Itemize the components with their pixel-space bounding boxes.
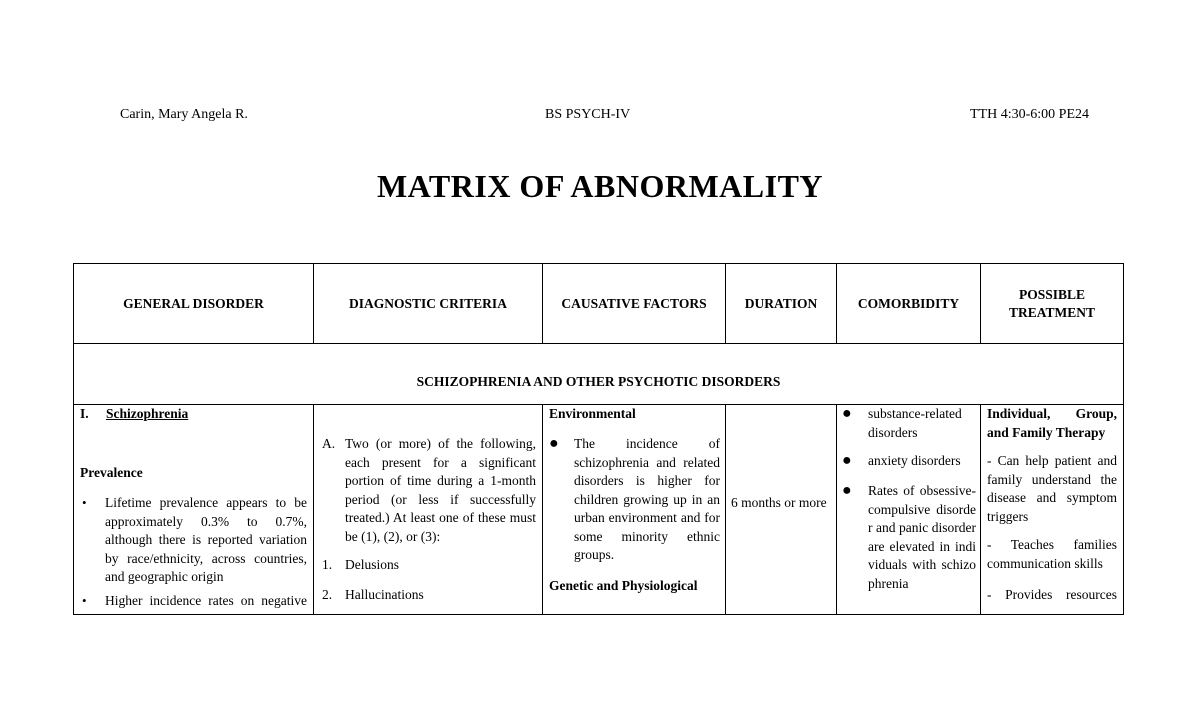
treatment-cell xyxy=(981,405,1124,615)
bullet-icon: ● xyxy=(842,452,852,469)
environmental-bullet: The incidence of schizophrenia and related disorders is higher for children growing up in an urban environment and for some minority ethnic groups. xyxy=(574,436,720,562)
column-header-diagnostic-criteria: DIAGNOSTIC CRITERIA xyxy=(314,264,543,344)
section-title: SCHIZOPHRENIA AND OTHER PSYCHOTIC DISORDERS xyxy=(416,374,781,389)
column-header-causative-factors: CAUSATIVE FACTORS xyxy=(543,264,726,344)
comorbidity-item-2: anxiety disorders xyxy=(868,453,961,468)
genetic-label: Genetic and Physiological xyxy=(549,578,698,593)
bullet-icon: ● xyxy=(842,405,852,422)
prevalence-bullet-1: Lifetime prevalence appears to be approximately 0.3% to 0.7%, although there is reported variation by race/ethnicity, across countries, and geographic origin xyxy=(105,495,307,584)
column-header-duration: DURATION xyxy=(726,264,837,344)
page-title: MATRIX OF ABNORMALITY xyxy=(376,168,824,204)
column-header-comorbidity: COMORBIDITY xyxy=(837,264,981,344)
disorder-numeral: I. xyxy=(80,406,89,421)
section-title-row xyxy=(74,344,1123,405)
comorbidity-cell xyxy=(837,405,981,615)
treatment-heading: Individual, Group, and Family Therapy xyxy=(987,406,1117,440)
matrix-table xyxy=(73,263,1124,615)
criteria-item-marker: 1. xyxy=(322,557,333,572)
student-name: Carin, Mary Angela R. xyxy=(120,107,248,122)
duration-value: 6 months or more xyxy=(731,495,827,510)
criteria-item-delusions: Delusions xyxy=(345,557,399,572)
treatment-item-3: - Provides resources xyxy=(987,587,1117,602)
criteria-item-hallucinations: Hallucinations xyxy=(345,587,424,602)
column-header-possible-treatment: POSSIBLE TREATMENT xyxy=(981,264,1123,344)
causative-factors-cell xyxy=(543,405,726,615)
bullet-icon: ● xyxy=(842,482,852,499)
comorbidity-item-1: substance-related disorders xyxy=(868,406,962,440)
treatment-item-1: - Can help patient and family understand the disease and symptom triggers xyxy=(987,453,1117,524)
prevalence-bullet-2: Higher incidence rates on negative xyxy=(105,593,307,608)
course-label: BS PSYCH-IV xyxy=(545,107,631,122)
criteria-marker-a: A. xyxy=(322,436,336,451)
disorder-name: Schizophrenia xyxy=(106,406,189,421)
general-disorder-cell xyxy=(74,405,314,615)
criteria-intro: Two (or more) of the following, each present for a significant portion of time during a 1-month period (or less if successfully treated.) At least one of these must be (1), (2), or (3): xyxy=(345,436,536,544)
bullet-icon: ● xyxy=(549,435,559,452)
schedule-label: TTH 4:30-6:00 PE24 xyxy=(970,107,1089,122)
column-header-general-disorder: GENERAL DISORDER xyxy=(74,264,314,344)
criteria-item-marker: 2. xyxy=(322,587,333,602)
diagnostic-criteria-cell xyxy=(314,405,543,615)
bullet-icon: • xyxy=(82,495,87,510)
treatment-item-2: - Teaches families communication skills xyxy=(987,537,1117,571)
prevalence-label: Prevalence xyxy=(80,465,143,480)
duration-cell xyxy=(726,405,837,615)
environmental-label: Environmental xyxy=(549,406,636,421)
bullet-icon: • xyxy=(82,593,87,608)
comorbidity-item-3: Rates of obsessive-compulsive disorder and panic disorder are elevated in individuals with schizophrenia xyxy=(868,483,976,591)
